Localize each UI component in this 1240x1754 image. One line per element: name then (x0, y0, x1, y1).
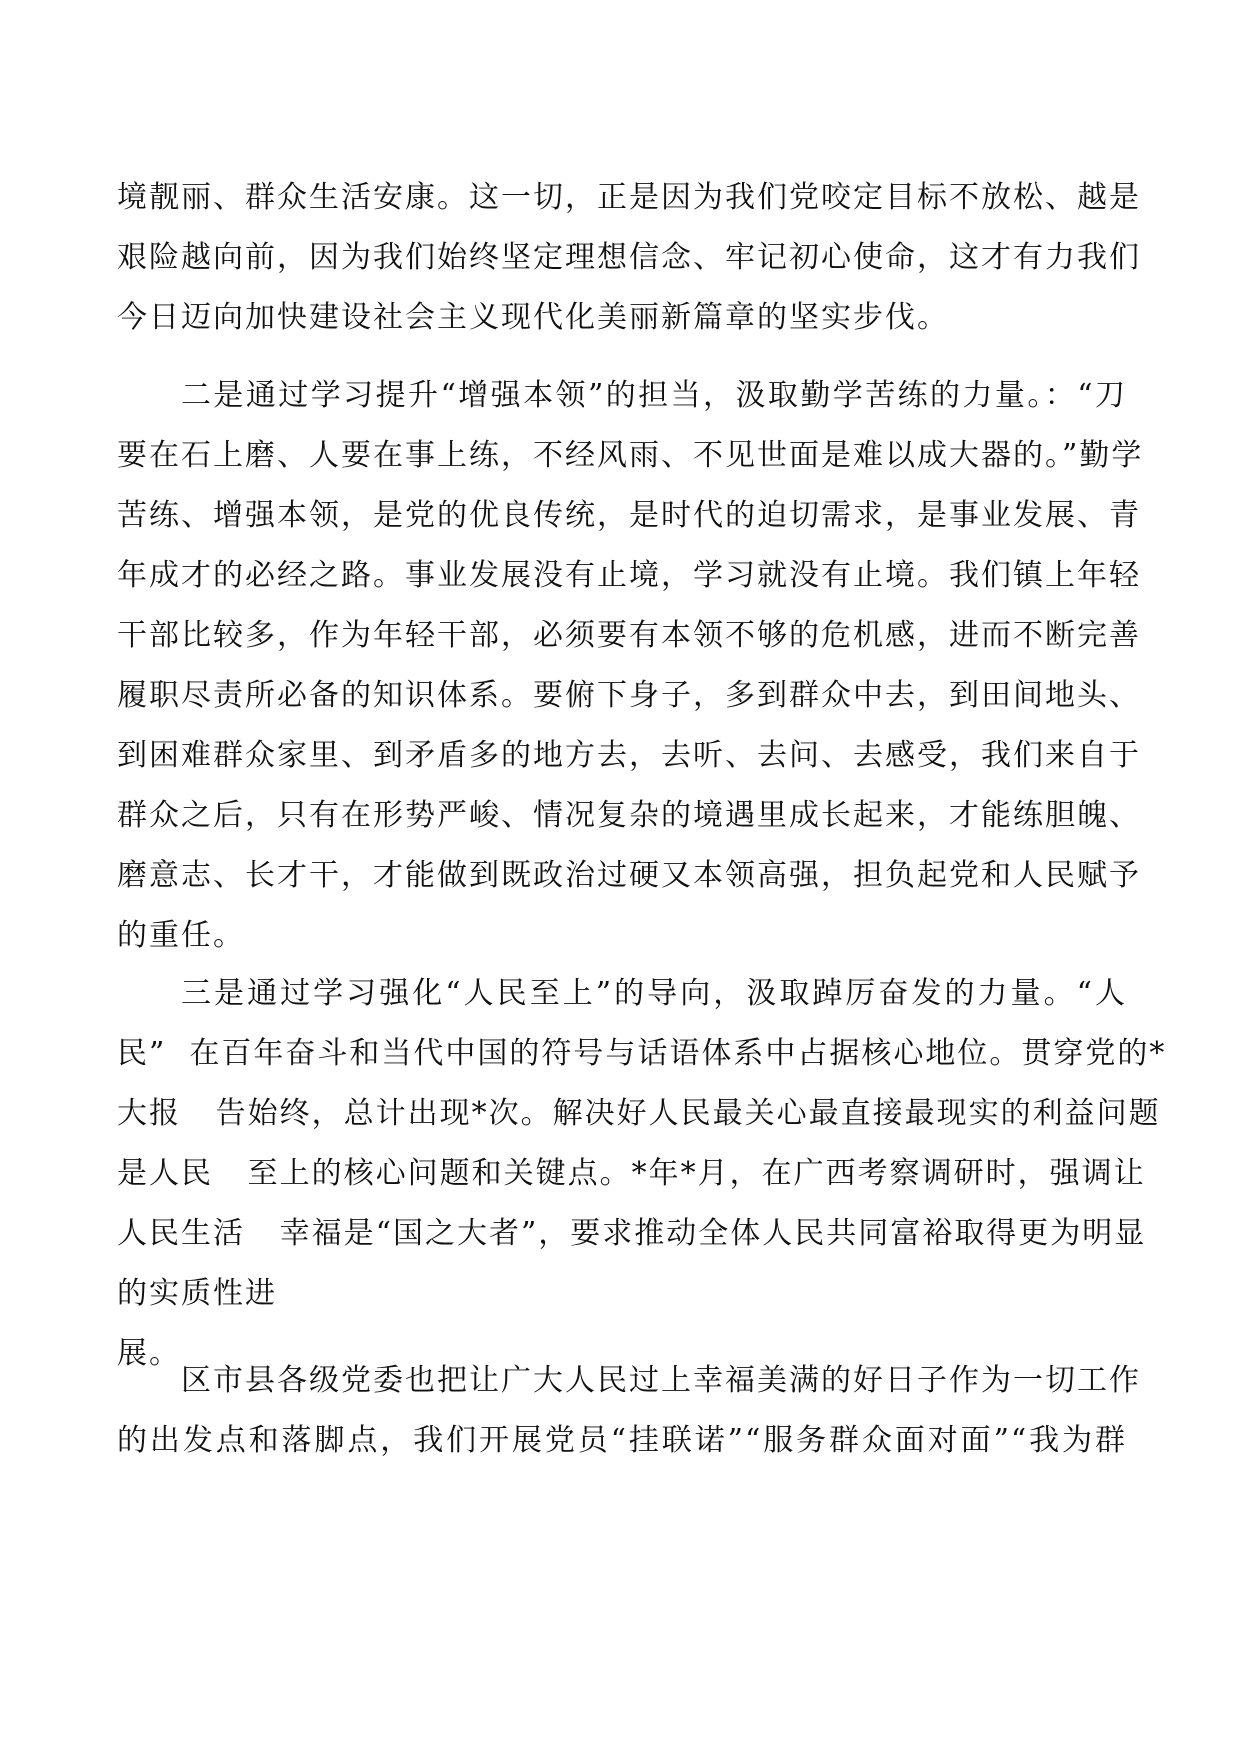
paragraph-line: 是人民 至上的核心问题和关键点。*年*月，在广西考察调研时，强调让 (117, 1156, 1146, 1191)
paragraph-line: 的重任。 (117, 918, 245, 953)
paragraph-line: 的出发点和落脚点，我们开展党员“挂联诺”“服务群众面对面”“我为群 (117, 1423, 1127, 1458)
paragraph-line: 干部比较多，作为年轻干部，必须要有本领不够的危机感，进而不断完善 (117, 618, 1141, 653)
paragraph-line: 民” 在百年奋斗和当代中国的符号与话语体系中占据核心地位。贯穿党的* (117, 1036, 1167, 1071)
paragraph-line: 履职尽责所必备的知识体系。要俯下身子，多到群众中去，到田间地头、 (117, 678, 1141, 713)
paragraph-2 (117, 366, 1144, 966)
paragraph-3 (117, 964, 1167, 1384)
paragraph-line: 今日迈向加快建设社会主义现代化美丽新篇章的坚实步伐。 (117, 300, 949, 335)
paragraph-line: 区市县各级党委也把让广大人民过上幸福美满的好日子作为一切工作 (181, 1363, 1141, 1398)
paragraph-line: 大报 告始终，总计出现*次。解决好人民最关心最直接最现实的利益问题 (117, 1096, 1161, 1131)
paragraph-line: 到困难群众家里、到矛盾多的地方去，去听、去问、去感受，我们来自于 (117, 738, 1141, 773)
paragraph-line: 三是通过学习强化“人民至上”的导向，汲取踔厉奋发的力量。“人 (181, 976, 1127, 1011)
paragraph-line: 展。 (117, 1336, 181, 1371)
paragraph-line: 艰险越向前，因为我们始终坚定理想信念、牢记初心使命，这才有力我们 (117, 240, 1141, 275)
paragraph-line: 境靓丽、群众生活安康。这一切，正是因为我们党咬定目标不放松、越是 (117, 180, 1141, 215)
paragraph-line: 年成才的必经之路。事业发展没有止境，学习就没有止境。我们镇上年轻 (117, 558, 1141, 593)
paragraph-line: 人民生活 幸福是“国之大者”，要求推动全体人民共同富裕取得更为明显 (117, 1216, 1147, 1251)
paragraph-4 (117, 1351, 1141, 1471)
paragraph-line: 群众之后，只有在形势严峻、情况复杂的境遇里成长起来，才能练胆魄、 (117, 798, 1141, 833)
paragraph-line: 要在石上磨、人要在事上练，不经风雨、不见世面是难以成大器的。”勤学 (117, 438, 1144, 473)
paragraph-line: 苦练、增强本领，是党的优良传统，是时代的迫切需求，是事业发展、青 (117, 498, 1141, 533)
paragraph-line: 磨意志、长才干，才能做到既政治过硬又本领高强，担负起党和人民赋予 (117, 858, 1141, 893)
paragraph-line: 的实质性进 (117, 1276, 277, 1311)
paragraph-1 (117, 168, 1141, 348)
paragraph-line: 二是通过学习提升“增强本领”的担当，汲取勤学苦练的力量。：“刀 (181, 378, 1127, 413)
